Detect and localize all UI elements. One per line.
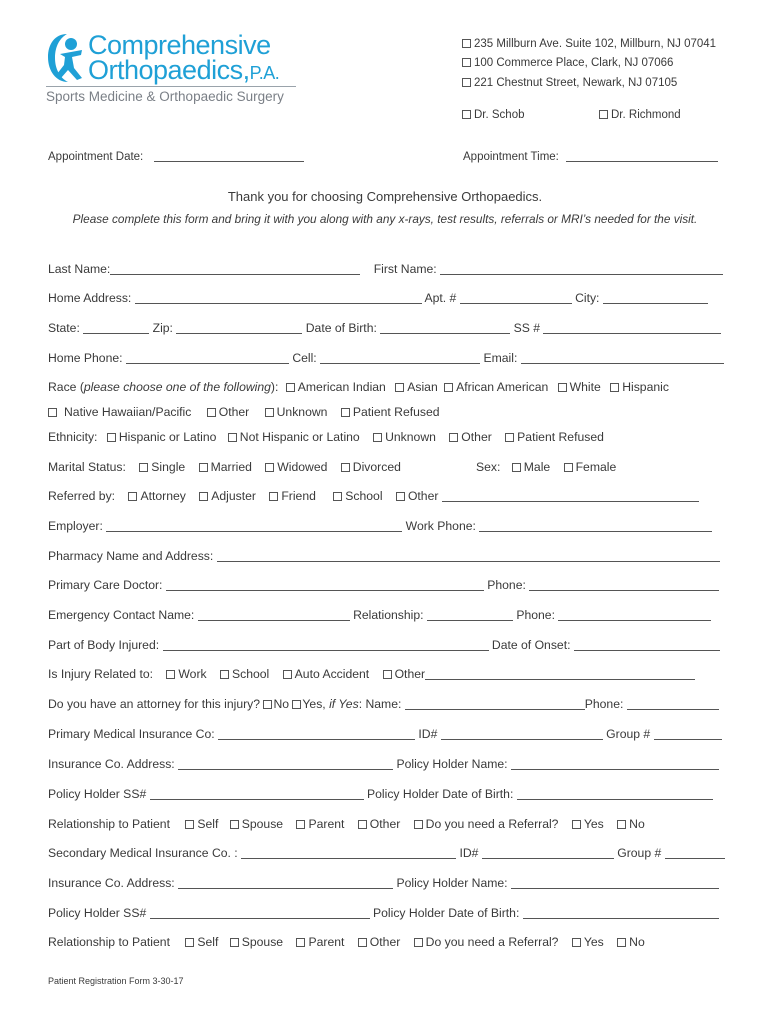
checkbox[interactable] [185,820,194,829]
ethnicity-label: Ethnicity: [48,430,98,444]
checkbox[interactable] [414,938,423,947]
checkbox[interactable] [610,383,619,392]
checkbox[interactable] [572,820,581,829]
ethnicity-option-not-hispanic[interactable]: Not Hispanic or Latino [228,430,360,444]
logo-line-2: Orthopaedics,P.A. [88,55,280,85]
emergency-contact-field[interactable]: Emergency Contact Name: [48,608,350,622]
sex-label: Sex: [476,460,501,474]
row-primary-holder-ss [48,787,713,801]
race-option-unknown[interactable]: Unknown [265,405,328,419]
ethnicity-option-patient-refused[interactable]: Patient Refused [505,430,604,444]
referral-option-yes[interactable]: Yes [572,817,604,831]
logo-tagline: Sports Medicine & Orthopaedic Surgery [46,89,284,104]
appointment-time-field[interactable]: Appointment Time: [463,150,718,163]
location-option-millburn[interactable]: 235 Millburn Ave. Suite 102, Millburn, NJ 07041 [462,38,716,50]
logo-divider [46,86,296,87]
ethnicity-option-unknown[interactable]: Unknown [373,430,436,444]
dob-field[interactable]: Date of Birth: [306,321,511,335]
secondary-ins-address-field[interactable]: Insurance Co. Address: [48,876,393,890]
row-name [48,262,723,276]
ethnicity-option-other[interactable]: Other [449,430,491,444]
race-option-native-hawaiian[interactable]: Native Hawaiian/Pacific [48,405,191,419]
apt-field[interactable]: Apt. # [424,291,571,305]
checkbox[interactable] [296,938,305,947]
form-footer: Patient Registration Form 3-30-17 [48,976,184,986]
row-injury [48,667,695,681]
checkbox[interactable] [265,408,274,417]
checkbox[interactable] [462,78,471,87]
checkbox[interactable] [199,463,208,472]
row-employer [48,519,712,533]
checkbox[interactable] [265,463,274,472]
rel-label: Relationship to Patient [48,817,170,831]
race-option-white[interactable]: White [558,380,601,394]
primary-holder-dob-field[interactable]: Policy Holder Date of Birth: [367,787,713,801]
checkbox[interactable] [383,670,392,679]
race-option-asian[interactable]: Asian [395,380,438,394]
rel-option-spouse[interactable]: Spouse [230,817,283,831]
primary-group-field[interactable]: Group # [606,727,721,741]
checkbox[interactable] [462,39,471,48]
row-address [48,291,708,305]
secondary-holder-name-field[interactable]: Policy Holder Name: [396,876,718,890]
attorney-question: Do you have an attorney for this injury? [48,697,261,711]
checkbox[interactable] [449,433,458,442]
checkbox[interactable] [286,383,295,392]
referral2-option-yes[interactable]: Yes [572,935,604,949]
location-option-clark[interactable]: 100 Commerce Place, Clark, NJ 07066 [462,57,673,69]
attorney-phone-field[interactable]: Phone: [585,697,719,711]
checkbox[interactable] [512,463,521,472]
row-secondary-relationship [48,935,645,949]
checkbox[interactable] [166,670,175,679]
race-option-american-indian[interactable]: American Indian [286,380,386,394]
primary-holder-name-field[interactable]: Policy Holder Name: [396,757,718,771]
row-primary-relationship [48,817,645,831]
rel-label-2: Relationship to Patient [48,935,170,949]
referred-option-other[interactable]: Other [396,489,699,503]
checkbox[interactable] [462,58,471,67]
marital-option-married[interactable]: Married [199,460,252,474]
attorney-option-no[interactable]: No [263,697,289,711]
ethnicity-option-hispanic[interactable]: Hispanic or Latino [107,430,217,444]
race-option-other[interactable]: Other [207,405,249,419]
city-field[interactable]: City: [575,291,708,305]
location-option-newark[interactable]: 221 Chestnut Street, Newark, NJ 07105 [462,77,677,89]
row-race [48,380,669,394]
checkbox[interactable] [505,433,514,442]
secondary-holder-ss-field[interactable]: Policy Holder SS# [48,906,370,920]
race-option-african-american[interactable]: African American [444,380,548,394]
rel-option-other[interactable]: Other [358,817,400,831]
checkbox[interactable] [599,110,608,119]
checkbox[interactable] [48,408,57,417]
referred-option-school[interactable]: School [333,489,382,503]
checkbox[interactable] [107,433,116,442]
primary-insurance-field[interactable]: Primary Medical Insurance Co: [48,727,415,741]
logo-figure-icon [46,32,88,84]
body-part-field[interactable]: Part of Body Injured: [48,638,489,652]
secondary-holder-dob-field[interactable]: Policy Holder Date of Birth: [373,906,719,920]
checkbox[interactable] [341,463,350,472]
logo-line-1: Comprehensive [88,30,271,60]
relationship-field[interactable]: Relationship: [353,608,513,622]
pcp-phone-field[interactable]: Phone: [487,578,719,592]
injury-option-school[interactable]: School [220,667,269,681]
thank-you-text: Thank you for choosing Comprehensive Orthopaedics. [227,189,543,204]
checkbox[interactable] [263,700,272,709]
row-emergency [48,608,711,622]
checkbox[interactable] [444,383,453,392]
row-pcp [48,578,719,592]
row-secondary-insurance [48,846,725,860]
first-name-field[interactable]: First Name: [374,262,723,276]
referred-option-adjuster[interactable]: Adjuster [199,489,256,503]
referral2-option-no[interactable]: No [617,935,645,949]
work-phone-field[interactable]: Work Phone: [406,519,713,533]
marital-option-single[interactable]: Single [139,460,185,474]
checkbox[interactable] [139,463,148,472]
row-race-2 [48,405,440,419]
race-option-patient-refused[interactable]: Patient Refused [341,405,440,419]
checkbox[interactable] [395,383,404,392]
checkbox[interactable] [128,492,137,501]
employer-field[interactable]: Employer: [48,519,402,533]
attorney-option-yes[interactable]: Yes, if Yes: Name: [292,697,401,711]
checkbox[interactable] [358,938,367,947]
injury-option-auto[interactable]: Auto Accident [283,667,370,681]
referral-option-no[interactable]: No [617,817,645,831]
marital-option-widowed[interactable]: Widowed [265,460,327,474]
race-label: Race (please choose one of the following): [48,380,279,394]
checkbox[interactable] [333,492,342,501]
referral2-question[interactable]: Do you need a Referral? [414,935,559,949]
checkbox[interactable] [617,820,626,829]
rel2-option-parent[interactable]: Parent [296,935,344,949]
injury-option-work[interactable]: Work [166,667,206,681]
state-field[interactable]: State: [48,321,149,335]
checkbox[interactable] [396,492,405,501]
referred-label: Referred by: [48,489,116,503]
last-name-field[interactable]: Last Name: [48,262,360,276]
referral-question[interactable]: Do you need a Referral? [414,817,559,831]
rel2-option-self[interactable]: Self [185,935,218,949]
row-attorney [48,697,719,711]
row-phones [48,351,724,365]
sex-group [476,460,616,474]
marital-label: Marital Status: [48,460,126,474]
checkbox[interactable] [199,492,208,501]
row-marital [48,460,401,474]
checkbox[interactable] [462,110,471,119]
sex-option-male[interactable]: Male [512,460,550,474]
checkbox[interactable] [558,383,567,392]
checkbox[interactable] [292,700,301,709]
row-secondary-ins-address [48,876,719,890]
primary-holder-ss-field[interactable]: Policy Holder SS# [48,787,364,801]
checkbox[interactable] [572,938,581,947]
primary-id-field[interactable]: ID# [418,727,602,741]
rel2-option-other[interactable]: Other [358,935,400,949]
row-primary-ins-address [48,757,719,771]
checkbox[interactable] [283,670,292,679]
row-secondary-holder-ss [48,906,719,920]
email-field[interactable]: Email: [483,351,723,365]
cell-field[interactable]: Cell: [292,351,480,365]
checkbox[interactable] [358,820,367,829]
instructions-text: Please complete this form and bring it with you along with any x-rays, test results, referrals or MRI’s needed for the visit. [72,212,698,226]
checkbox[interactable] [228,433,237,442]
checkbox[interactable] [564,463,573,472]
secondary-insurance-field[interactable]: Secondary Medical Insurance Co. : [48,846,456,860]
checkbox[interactable] [269,492,278,501]
checkbox[interactable] [220,670,229,679]
onset-field[interactable]: Date of Onset: [492,638,720,652]
appointment-date-field[interactable]: Appointment Date: [48,150,304,163]
checkbox[interactable] [230,820,239,829]
checkbox[interactable] [341,408,350,417]
marital-option-divorced[interactable]: Divorced [341,460,401,474]
race-option-hispanic[interactable]: Hispanic [610,380,669,394]
referred-option-attorney[interactable]: Attorney [128,489,185,503]
referred-option-friend[interactable]: Friend [269,489,316,503]
row-body-part [48,638,720,652]
checkbox[interactable] [617,938,626,947]
secondary-id-field[interactable]: ID# [459,846,613,860]
secondary-group-field[interactable]: Group # [617,846,724,860]
row-state [48,321,721,335]
checkbox[interactable] [414,820,423,829]
doctor-option-schob[interactable]: Dr. Schob [462,109,525,121]
home-address-field[interactable]: Home Address: [48,291,422,305]
ss-field[interactable]: SS # [514,321,722,335]
zip-field[interactable]: Zip: [153,321,303,335]
primary-ins-address-field[interactable]: Insurance Co. Address: [48,757,393,771]
checkbox[interactable] [185,938,194,947]
sex-option-female[interactable]: Female [564,460,617,474]
rel-option-parent[interactable]: Parent [296,817,344,831]
pharmacy-field[interactable]: Pharmacy Name and Address: [48,549,720,563]
checkbox[interactable] [296,820,305,829]
doctor-option-richmond[interactable]: Dr. Richmond [599,109,681,121]
checkbox[interactable] [207,408,216,417]
row-pharmacy [48,549,720,563]
checkbox[interactable] [230,938,239,947]
rel2-option-spouse[interactable]: Spouse [230,935,283,949]
injury-label: Is Injury Related to: [48,667,153,681]
rel-option-self[interactable]: Self [185,817,218,831]
injury-option-other[interactable]: Other [383,667,695,681]
pcp-field[interactable]: Primary Care Doctor: [48,578,484,592]
emergency-phone-field[interactable]: Phone: [516,608,711,622]
row-ethnicity [48,430,604,444]
checkbox[interactable] [373,433,382,442]
row-referred [48,489,699,503]
home-phone-field[interactable]: Home Phone: [48,351,289,365]
attorney-name-input[interactable] [405,698,585,710]
row-primary-insurance [48,727,722,741]
